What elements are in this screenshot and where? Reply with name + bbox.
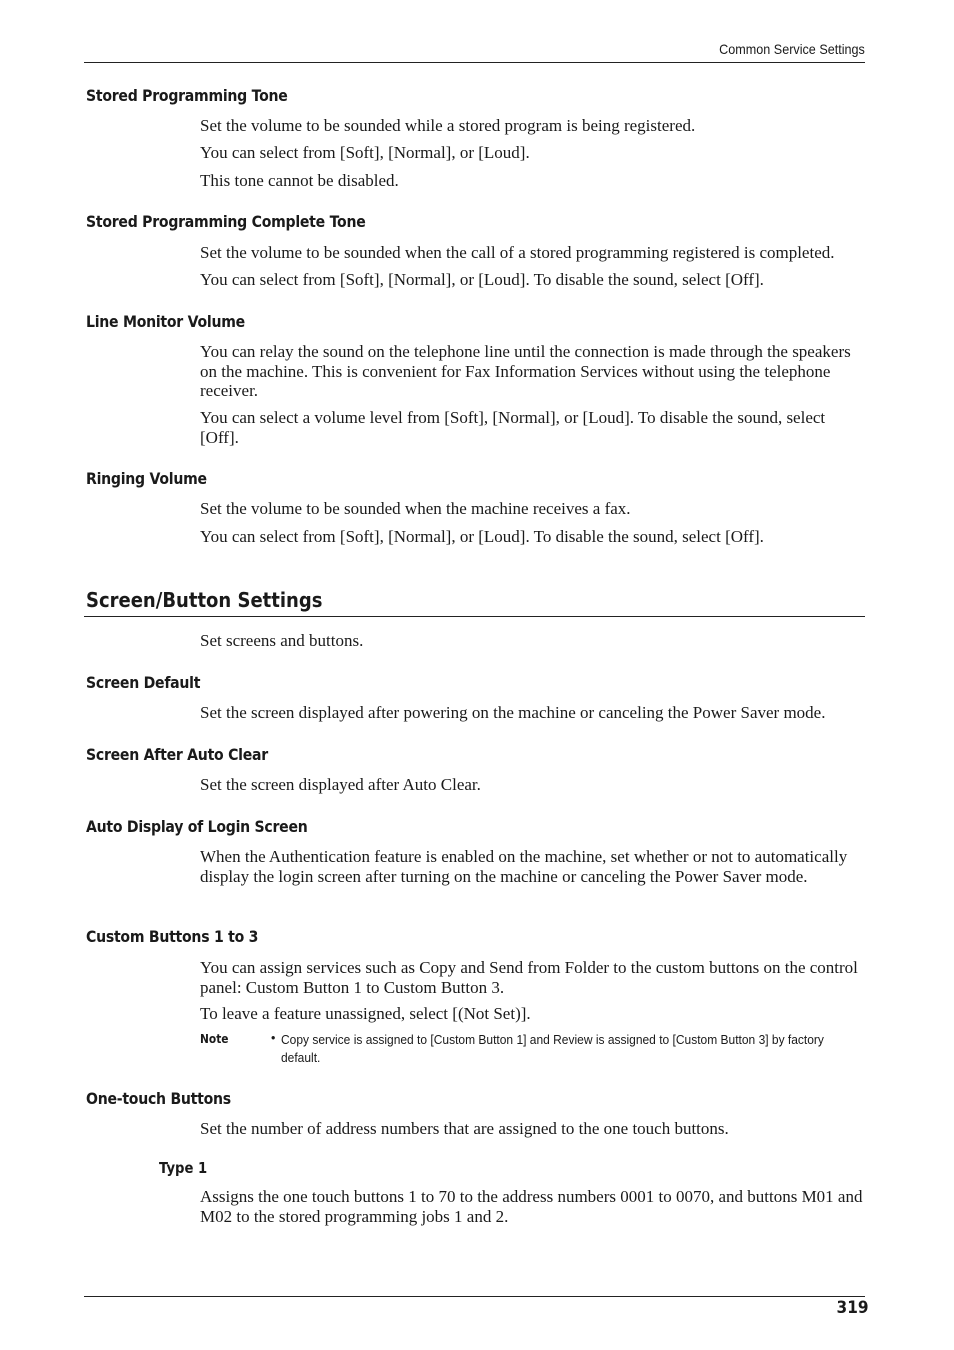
paragraph: Set the screen displayed after powering on the machine or canceling the Power Saver mode. [200, 703, 826, 722]
paragraph: Set the volume to be sounded while a stored program is being registered. [200, 116, 696, 135]
paragraph: Set the number of address numbers that are assigned to the one touch buttons. [200, 1119, 729, 1138]
heading-line-monitor-volume: Line Monitor Volume [86, 312, 245, 331]
paragraph: You can select from [Soft], [Normal], or [Loud]. To disable the sound, select [Off]. [200, 270, 764, 289]
note-bullet: • [271, 1031, 276, 1045]
heading-screen-after-auto-clear: Screen After Auto Clear [86, 745, 268, 764]
heading-screen-button-settings: Screen/Button Settings [86, 588, 323, 612]
note-text: Copy service is assigned to [Custom Button 1] and Review is assigned to [Custom Button 3] by factory default. [281, 1033, 824, 1065]
heading-stored-programming-tone: Stored Programming Tone [86, 86, 288, 105]
paragraph: Set the volume to be sounded when the call of a stored programming registered is completed. [200, 243, 835, 262]
paragraph: When the Authentication feature is enabled on the machine, set whether or not to automatically display the login screen after turning on the machine or canceling the Power Saver mode. [200, 847, 848, 886]
paragraph: This tone cannot be disabled. [200, 171, 399, 190]
page-number: 319 [836, 1298, 868, 1318]
paragraph: Set the volume to be sounded when the machine receives a fax. [200, 499, 631, 518]
heading-type-1: Type 1 [159, 1159, 208, 1177]
heading-custom-buttons: Custom Buttons 1 to 3 [86, 927, 259, 946]
paragraph: Set the screen displayed after Auto Clear. [200, 775, 481, 794]
paragraph: You can select a volume level from [Soft], [Normal], or [Loud]. To disable the sound, select [Off]. [200, 408, 826, 447]
heading-screen-default: Screen Default [86, 673, 201, 692]
paragraph: You can select from [Soft], [Normal], or [Loud]. To disable the sound, select [Off]. [200, 527, 764, 546]
paragraph: To leave a feature unassigned, select [(Not Set)]. [200, 1004, 531, 1023]
footer-rule [84, 1296, 865, 1297]
heading-auto-display-login-screen: Auto Display of Login Screen [86, 817, 308, 836]
heading-stored-programming-complete-tone: Stored Programming Complete Tone [86, 212, 366, 231]
heading-one-touch-buttons: One-touch Buttons [86, 1089, 231, 1108]
paragraph: You can select from [Soft], [Normal], or [Loud]. [200, 143, 530, 162]
paragraph: You can assign services such as Copy and Send from Folder to the custom buttons on the control panel: Custom Button 1 to Custom Button 3. [200, 958, 858, 997]
paragraph: Assigns the one touch buttons 1 to 70 to the address numbers 0001 to 0070, and buttons M01 and M02 to the stored programming jobs 1 and 2. [200, 1187, 863, 1226]
paragraph: You can relay the sound on the telephone line until the connection is made through the speakers on the machine. This is convenient for Fax Information Services without using the telephone receiver. [200, 342, 851, 400]
note-label: Note [200, 1031, 229, 1046]
header-rule [84, 62, 865, 63]
paragraph: Set screens and buttons. [200, 631, 364, 650]
section-rule [84, 616, 865, 617]
heading-ringing-volume: Ringing Volume [86, 469, 207, 488]
running-head: Common Service Settings [719, 41, 865, 57]
